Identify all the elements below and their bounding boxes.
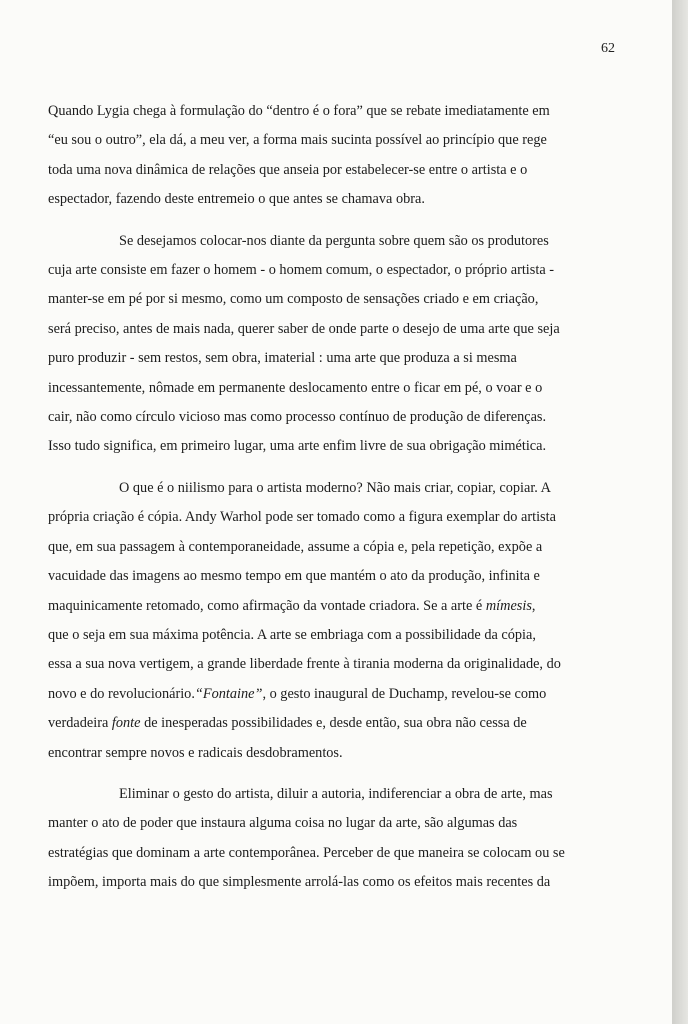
- text-line: “eu sou o outro”, ela dá, a meu ver, a forma mais sucinta possível ao princípio que rege: [48, 132, 547, 149]
- text-line: manter-se em pé por si mesmo, como um composto de sensações criado e em criação,: [48, 291, 539, 308]
- text-line: Quando Lygia chega à formulação do “dentro é o fora” que se rebate imediatamente em: [48, 103, 550, 119]
- text-line: espectador, fazendo deste entremeio o que antes se chamava obra.: [48, 191, 425, 208]
- text-line: será preciso, antes de mais nada, querer saber de onde parte o desejo de uma arte que seja: [48, 320, 560, 337]
- italic-title-fontaine: “Fontaine”: [194, 685, 263, 702]
- text-line: Se desejamos colocar-nos diante da pergunta sobre quem são os produtores: [119, 232, 549, 249]
- text-line: encontrar sempre novos e radicais desdobramentos.: [48, 744, 343, 761]
- text-line: [48, 709, 588, 738]
- page-number: 62: [601, 41, 615, 56]
- text-line: que o seja em sua máxima potência. A arte se embriaga com a possibilidade da cópia,: [48, 626, 536, 643]
- paragraph-4: [48, 780, 588, 898]
- text-line: Eliminar o gesto do artista, diluir a autoria, indiferenciar a obra de arte, mas: [119, 785, 553, 802]
- text-line: Isso tudo significa, em primeiro lugar, uma arte enfim livre de sua obrigação mimética.: [48, 438, 547, 455]
- text-line: que, em sua passagem à contemporaneidade, assume a cópia e, pela repetição, expõe a: [48, 538, 543, 555]
- text-line: cair, não como círculo vicioso mas como processo contínuo de produção de diferenças.: [48, 409, 547, 426]
- paragraph-1: [48, 97, 588, 215]
- paragraph-2: [48, 227, 588, 462]
- text-line: essa a sua nova vertigem, a grande liberdade frente à tirania moderna da originalidade, do: [48, 656, 561, 673]
- text-line: toda uma nova dinâmica de relações que anseia por estabelecer-se entre o artista e o: [48, 161, 528, 178]
- page-edge: [672, 0, 688, 1024]
- text-segment: maquinicamente retomado, como afirmação da vontade criadora. Se a arte é: [48, 597, 483, 614]
- text-line: [48, 680, 588, 709]
- text-line: incessantemente, nômade em permanente deslocamento entre o ficar em pé, o voar e o: [48, 379, 543, 396]
- text-line: [48, 592, 588, 621]
- text-line: cuja arte consiste em fazer o homem - o homem comum, o espectador, o próprio artista -: [48, 262, 554, 279]
- paragraph-3: [48, 474, 588, 768]
- text-line: O que é o niilismo para o artista moderno? Não mais criar, copiar, copiar. A: [119, 479, 551, 496]
- text-line: vacuidade das imagens ao mesmo tempo em que mantém o ato da produção, infinita e: [48, 568, 540, 585]
- text-segment: de inesperadas possibilidades e, desde então, sua obra não cessa de: [140, 715, 527, 732]
- italic-term-mimesis: mímesis: [485, 597, 532, 614]
- text-line: própria criação é cópia. Andy Warhol pode ser tomado como a figura exemplar do artista: [48, 509, 556, 526]
- body-text: [48, 97, 588, 898]
- text-segment: novo e do revolucionário.: [48, 685, 195, 702]
- text-segment: , o gesto inaugural de Duchamp, revelou-se como: [262, 685, 547, 702]
- text-line: puro produzir - sem restos, sem obra, imaterial : uma arte que produza a si mesma: [48, 350, 517, 367]
- text-segment: verdadeira: [48, 715, 109, 732]
- italic-term-fonte: fonte: [111, 715, 141, 732]
- text-line: impõem, importa mais do que simplesmente arrolá-las como os efeitos mais recentes da: [48, 874, 551, 891]
- text-line: manter o ato de poder que instaura alguma coisa no lugar da arte, são algumas das: [48, 815, 518, 832]
- text-line: estratégias que dominam a arte contemporânea. Perceber de que maneira se colocam ou se: [48, 844, 565, 861]
- text-segment: ,: [531, 597, 536, 614]
